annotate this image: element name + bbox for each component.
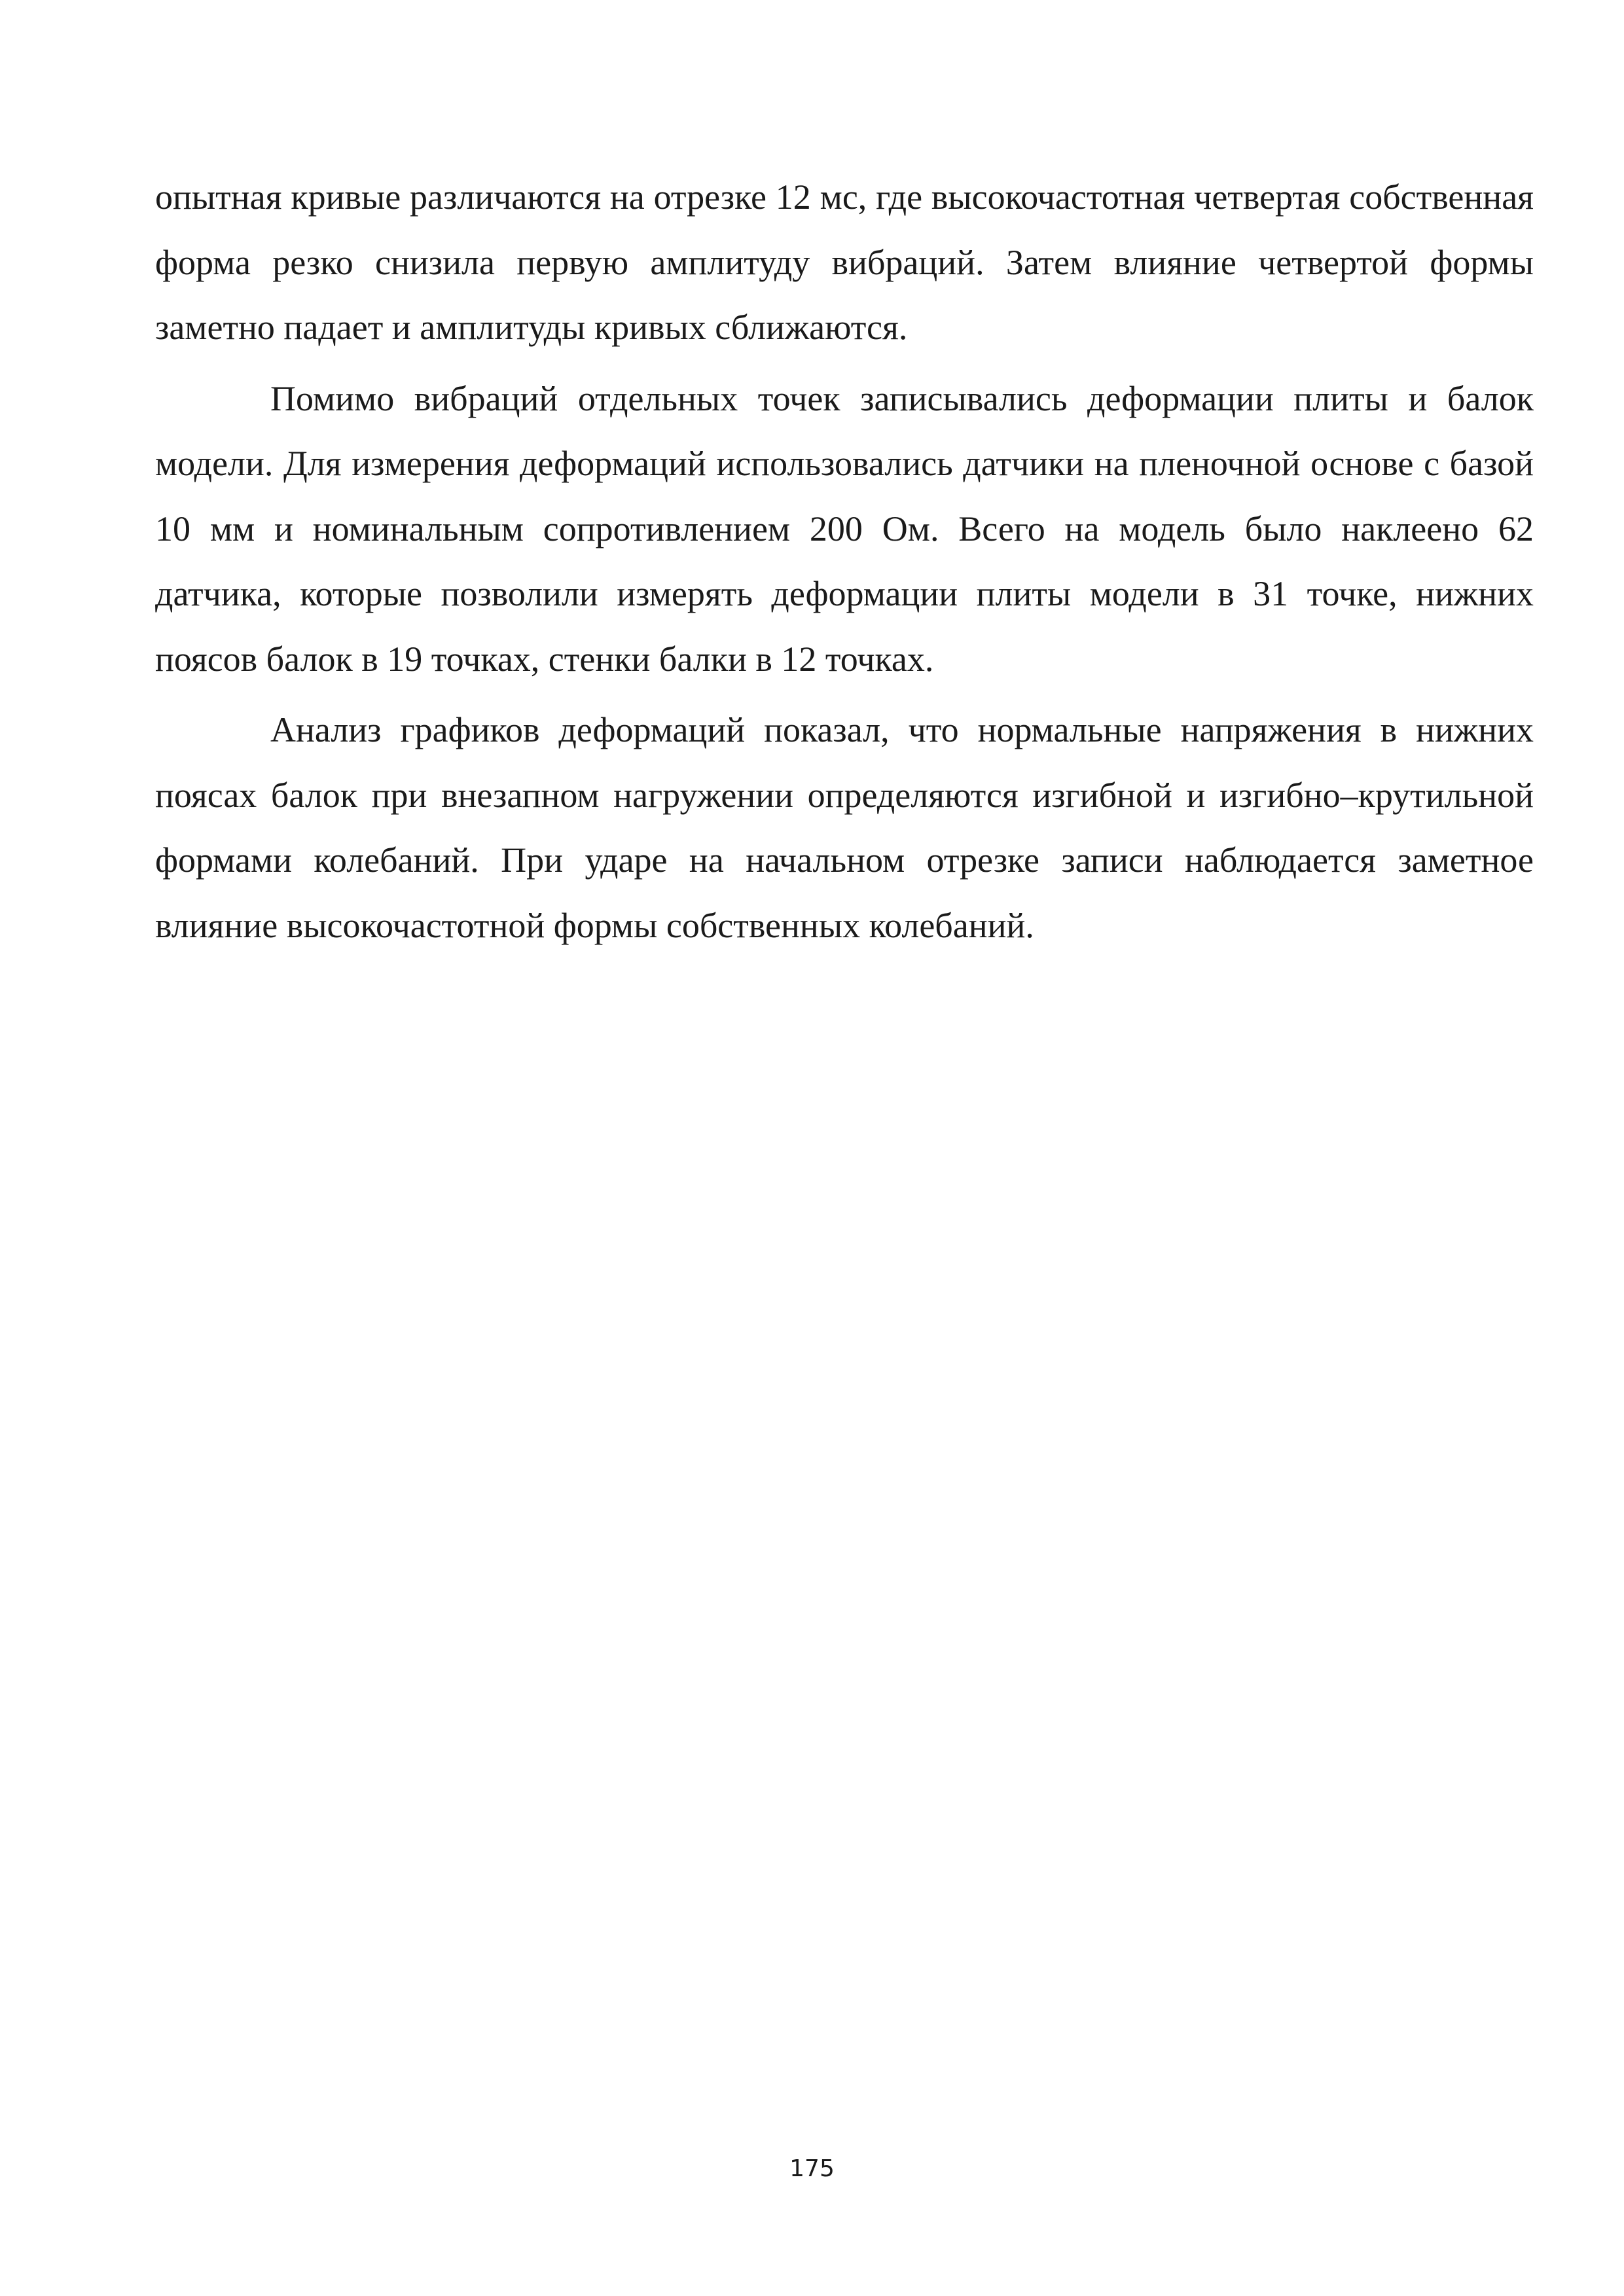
paragraph-strain-analysis: Анализ графиков деформаций показал, что нормальные напряжения в нижних поясах балок при внезапном нагружении определяются изгибной и изгибно–крутильной формами колебаний. При ударе на начальном отрезке записи наблюдается заметное влияние высокочастотной формы собственных колебаний. bbox=[155, 710, 1534, 945]
page-number: 175 bbox=[789, 2155, 835, 2182]
body-text bbox=[155, 165, 1534, 958]
paragraph-strain-gauges: Помимо вибраций отдельных точек записывались деформации плиты и балок модели. Для измерения деформаций использовались датчики на пленочной основе с базой 10 мм и номинальным сопротивлением 200 Ом. Всего на модель было наклеено 62 датчика, которые позволили измерять деформации плиты модели в 31 точке, нижних поясов балок в 19 точках, стенки балки в 12 точках. bbox=[155, 378, 1534, 679]
paragraph-vibration-curves: опытная кривые различаются на отрезке 12 мс, где высокочастотная четвертая собственная форма резко снизила первую амплитуду вибраций. Затем влияние четвертой формы заметно падает и амплитуды кривых сближаются. bbox=[155, 177, 1534, 347]
